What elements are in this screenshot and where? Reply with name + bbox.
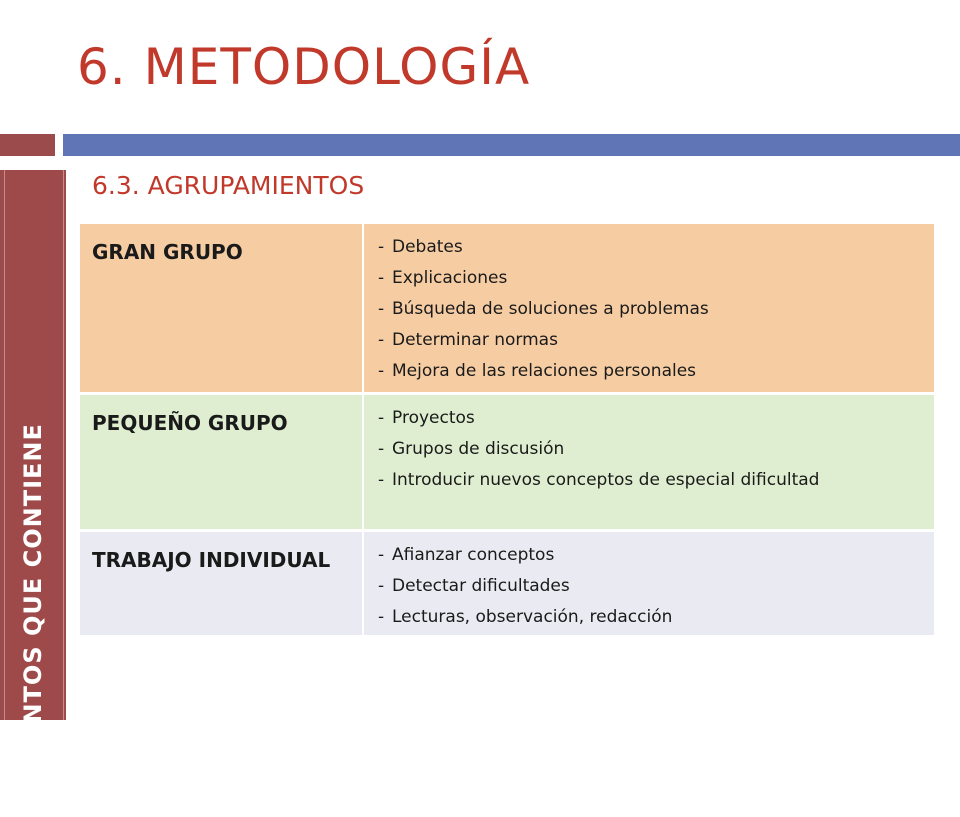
list-item: - Grupos de discusión	[378, 434, 926, 465]
slide-subtitle: 6.3. AGRUPAMIENTOS	[92, 171, 365, 200]
list-item: - Determinar normas	[378, 325, 926, 356]
group-name-cell: GRAN GRUPO	[92, 240, 243, 264]
list-item: - Mejora de las relaciones personales	[378, 356, 926, 387]
list-item: - Detectar dificultades	[378, 571, 926, 602]
table-row	[80, 529, 934, 635]
activities-list	[378, 403, 926, 496]
list-item: - Búsqueda de soluciones a problemas	[378, 294, 926, 325]
decorative-bar-right	[63, 134, 960, 156]
slide-title: 6. METODOLOGÍA	[77, 38, 531, 96]
grouping-table	[80, 224, 934, 635]
table-row	[80, 392, 934, 529]
decorative-bar-left	[0, 134, 55, 156]
group-name-cell: PEQUEÑO GRUPO	[92, 411, 288, 435]
list-item: - Explicaciones	[378, 263, 926, 294]
list-item: - Afianzar conceptos	[378, 540, 926, 571]
list-item: - Lecturas, observación, redacción	[378, 602, 926, 633]
list-item: - Introducir nuevos conceptos de especial dificultad	[378, 465, 926, 496]
side-panel	[0, 170, 66, 817]
group-name-cell: TRABAJO INDIVIDUAL	[92, 548, 331, 572]
activities-cell	[362, 395, 934, 529]
activities-list	[378, 232, 926, 387]
side-label: ELEMENTOS QUE CONTIENE	[19, 423, 47, 817]
activities-list	[378, 540, 926, 633]
list-item: - Proyectos	[378, 403, 926, 434]
activities-cell	[362, 224, 934, 392]
list-item: - Debates	[378, 232, 926, 263]
table-row	[80, 224, 934, 392]
activities-cell	[362, 532, 934, 635]
